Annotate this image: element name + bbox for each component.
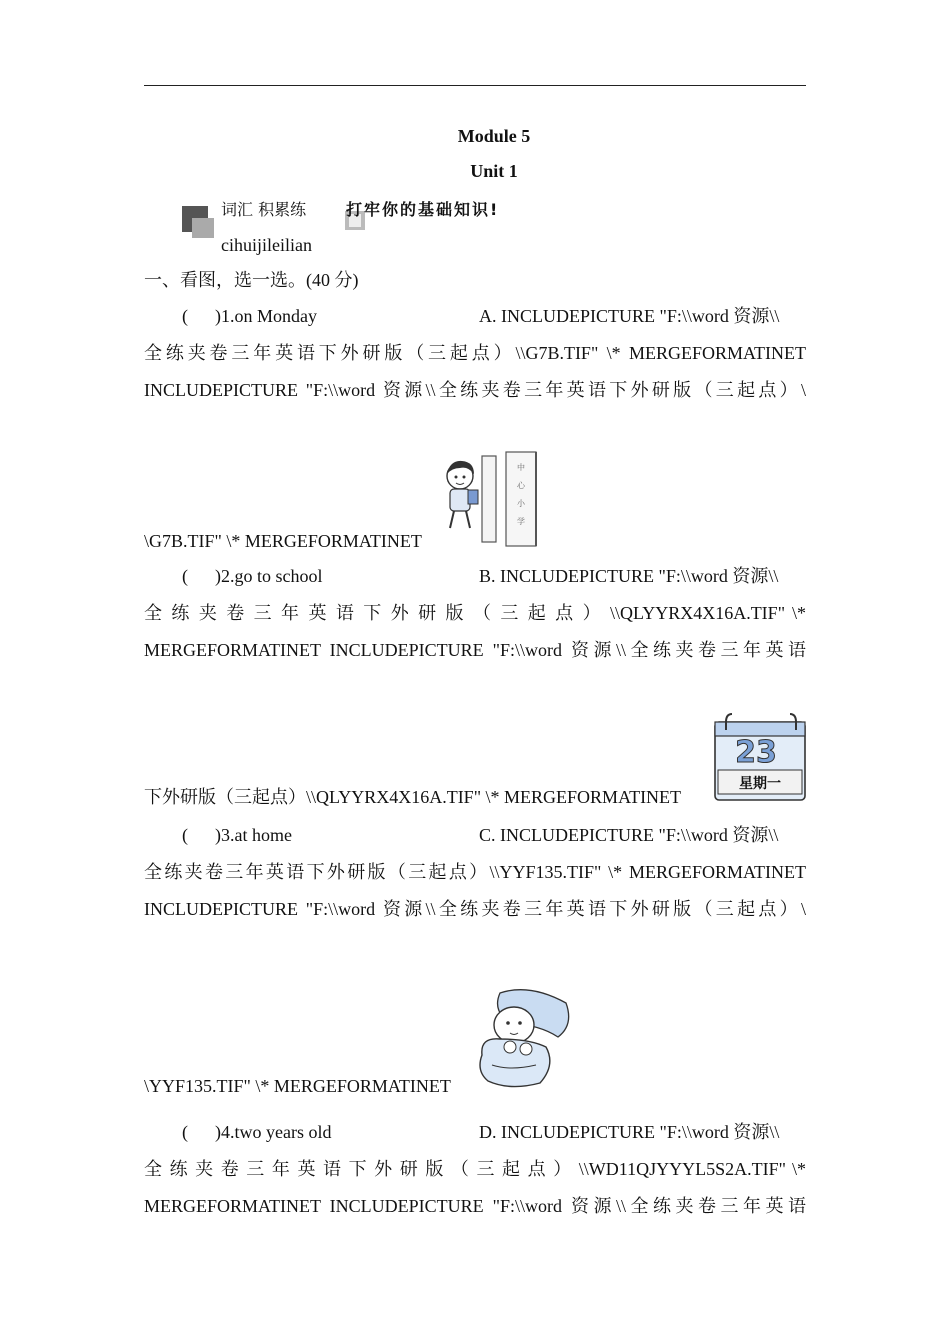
question-1-text: ( )1.on Monday [182, 306, 317, 326]
option-b-line2: 全 练 夹 卷 三 年 英 语 下 外 研 版 （ 三 起 点 ） \\QLYYRX4X16A.TIF" \* [144, 603, 806, 623]
option-d-line2: 全 练 夹 卷 三 年 英 语 下 外 研 版 （ 三 起 点 ） \\WD11QJYYYL5S2A.TIF" \* [144, 1159, 806, 1179]
option-c-line3: INCLUDEPICTURE "F:\\word 资源\\全练夹卷三年英语下外研版（三起点）\ [144, 899, 806, 919]
school-gate-sign-char-2: 心 [517, 481, 525, 490]
question-3-text: ( )3.at home [182, 825, 292, 845]
option-d-line3: MERGEFORMATINET INCLUDEPICTURE "F:\\word 资源\\全练夹卷三年英语 [144, 1196, 806, 1216]
section-pinyin: cihuijileilian [221, 235, 312, 255]
school-gate-sign-char-3: 小 [517, 499, 525, 508]
option-a-line2: 全练夹卷三年英语下外研版（三起点）\\G7B.TIF" \* MERGEFORMATINET [144, 343, 806, 363]
baby-image [470, 985, 574, 1091]
option-d-text: D. INCLUDEPICTURE "F:\\word 资源\\ [479, 1122, 780, 1142]
option-a-line3: INCLUDEPICTURE "F:\\word 资源\\全练夹卷三年英语下外研版（三起点）\ [144, 380, 806, 400]
option-c-line4: \YYF135.TIF" \* MERGEFORMATINET [144, 1076, 451, 1096]
module-title: Module 5 [457, 126, 531, 146]
task-heading: 一、看图，选一选。(40 分) [144, 270, 359, 290]
section-label: 词汇 积累练 [221, 200, 307, 219]
option-b-line3: MERGEFORMATINET INCLUDEPICTURE "F:\\word 资源\\全练夹卷三年英语 [144, 640, 806, 660]
option-c-line2: 全练夹卷三年英语下外研版（三起点）\\YYF135.TIF" \* MERGEFORMATINET [144, 862, 806, 882]
school-gate-sign-char-4: 学 [517, 517, 525, 526]
option-c-text: C. INCLUDEPICTURE "F:\\word 资源\\ [479, 825, 779, 845]
question-4-text: ( )4.two years old [182, 1122, 332, 1142]
section-slogan: 打牢你的基础知识! [346, 200, 500, 219]
calendar-weekday: 星期一 [739, 776, 781, 792]
school-gate-sign-char-1: 中 [517, 463, 525, 472]
option-b-line4: 下外研版（三起点）\\QLYYRX4X16A.TIF" \* MERGEFORMATINET [144, 787, 682, 807]
unit-title: Unit 1 [470, 161, 518, 181]
option-a-text: A. INCLUDEPICTURE "F:\\word 资源\\ [479, 306, 780, 326]
option-b-text: B. INCLUDEPICTURE "F:\\word 资源\\ [479, 566, 779, 586]
question-2-text: ( )2.go to school [182, 566, 323, 586]
girl-at-school-gate-image [440, 448, 540, 548]
option-a-line4: \G7B.TIF" \* MERGEFORMATINET [144, 531, 422, 551]
header-rule [144, 85, 806, 86]
calendar-date: 23 [735, 735, 777, 770]
section-squares-icon [182, 204, 216, 238]
calendar-monday-image [712, 712, 808, 804]
